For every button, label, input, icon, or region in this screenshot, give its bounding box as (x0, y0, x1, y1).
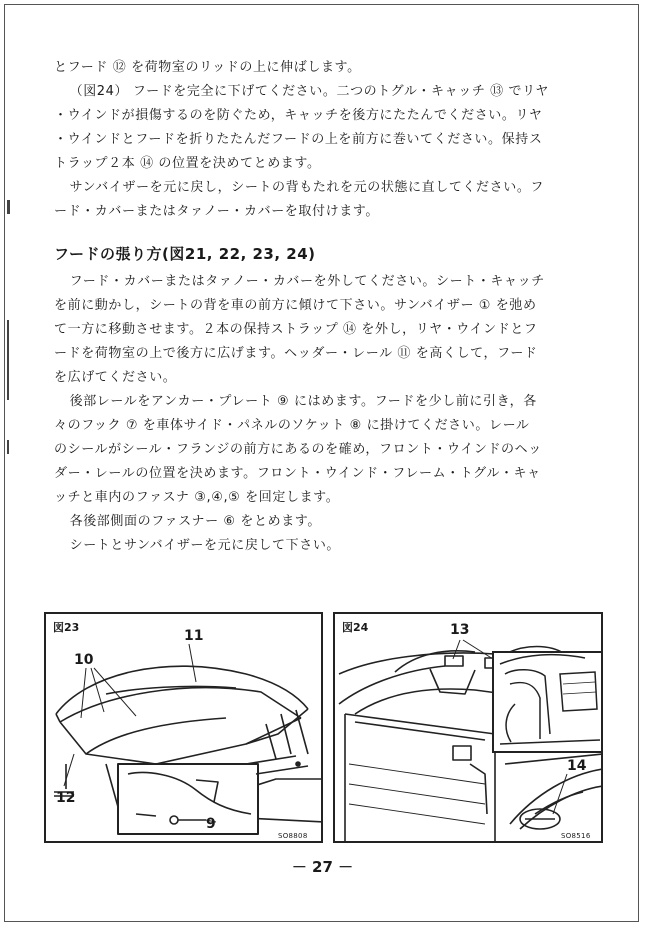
text-line: て一方に移動させます。２本の保持ストラップ ⑭ を外し，リヤ・ウインドとフ (54, 322, 538, 337)
figure-23 (44, 612, 323, 843)
figure-code: SO8516 (561, 832, 591, 840)
figure-label: 図23 (53, 621, 80, 634)
text-line: 後部レールをアンカー・プレート ⑨ にはめます。フードを少し前に引き，各 (69, 394, 537, 409)
figure-23-illustration (46, 614, 323, 843)
binding-mark (7, 320, 9, 400)
text-line: ・ウインドが損傷するのを防ぐため，キャッチを後方にたたんでください。リヤ (54, 108, 543, 123)
text-line: のシールがシール・フランジの前方にあるのを確め，フロント・ウインドのヘッ (54, 442, 542, 457)
callout-12: 12 (56, 790, 76, 806)
page-number: － 27 － (291, 858, 354, 876)
figure-24 (333, 612, 603, 843)
text-line: フード・カバーまたはタァノー・カバーを外してください。シート・キャッチ (69, 274, 545, 289)
text-line: トラップ２本 ⑭ の位置を決めてとめます。 (54, 156, 321, 171)
callout-10: 10 (74, 652, 94, 668)
binding-mark (7, 440, 9, 454)
figure-24-illustration (335, 614, 603, 843)
text-line: （図24） フードを完全に下げてください。二つのトグル・キャッチ ⑬ でリヤ (69, 84, 550, 99)
text-line: 各後部側面のファスナー ⑥ をとめます。 (69, 514, 321, 529)
callout-9: 9 (206, 816, 216, 832)
figure-code: SO8808 (278, 832, 308, 840)
figure-label: 図24 (342, 621, 369, 634)
callout-13: 13 (450, 622, 470, 638)
text-line: ードを荷物室の上で後方に広げます。ヘッダー・レール ⑪ を高くして，フード (54, 346, 538, 361)
text-line: を前に動かし，シートの背を車の前方に傾けて下さい。サンバイザー ① を弛め (54, 298, 537, 313)
callout-14: 14 (567, 758, 587, 774)
text-line: ード・カバーまたはタァノー・カバーを取付けます。 (54, 204, 379, 219)
text-line: ダー・レールの位置を決めます。フロント・ウインド・フレーム・トグル・キャ (54, 466, 541, 481)
text-line: とフード ⑫ を荷物室のリッドの上に伸ばします。 (54, 60, 361, 75)
text-line: ・ウインドとフードを折りたたんだフードの上を前方に巻いてください。保持ス (54, 132, 543, 147)
text-line: 々のフック ⑦ を車体サイド・パネルのソケット ⑧ に掛けてください。レール (54, 418, 530, 433)
paragraph-block-2 (54, 270, 614, 558)
text-line: シートとサンバイザーを元に戻して下さい。 (69, 538, 341, 553)
text-line: ッチと車内のファスナ ③,④,⑤ を回定します。 (54, 490, 340, 505)
paragraph-block-1 (54, 56, 614, 224)
section-heading: フードの張り方(図21, 22, 23, 24) (54, 245, 316, 263)
text-line: を広げてください。 (54, 370, 177, 385)
binding-mark (7, 200, 10, 214)
text-line: サンバイザーを元に戻し，シートの背もたれを元の状態に直してください。フ (69, 180, 545, 195)
callout-11: 11 (184, 628, 204, 644)
